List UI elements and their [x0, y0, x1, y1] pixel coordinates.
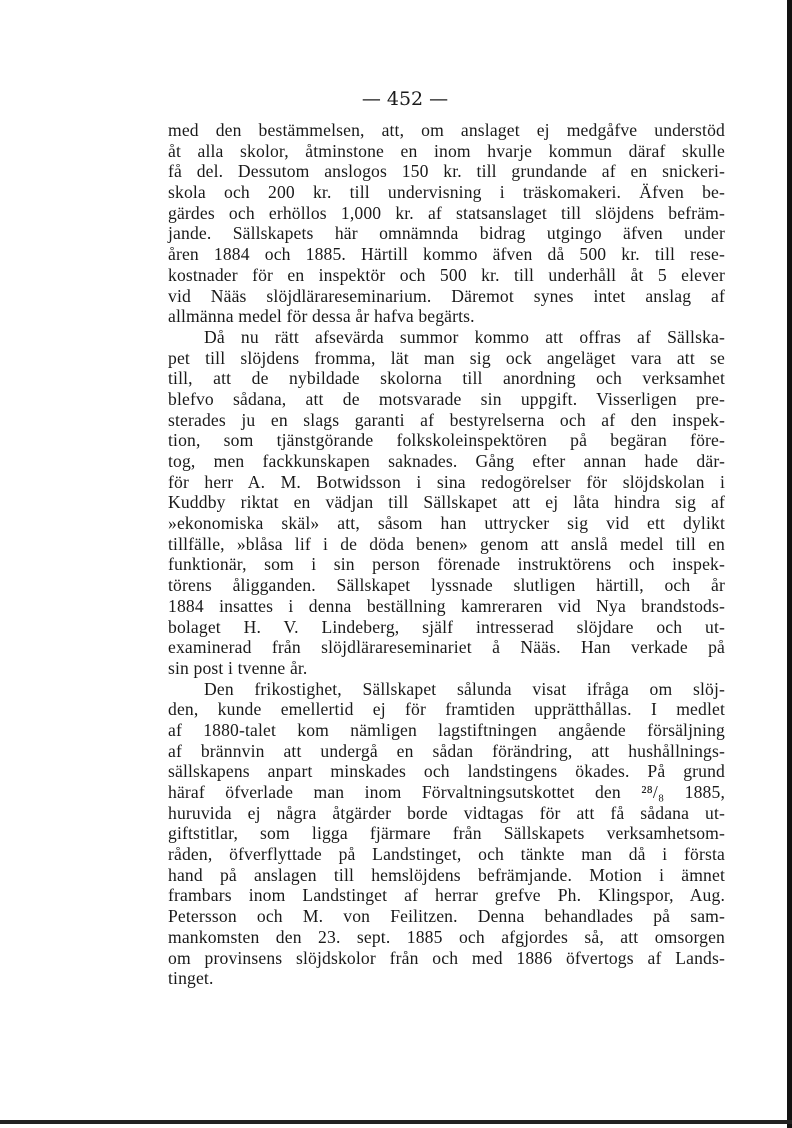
text-line: examinerad från slöjdlärareseminariet å Nääs. Han verkade på — [168, 637, 725, 658]
text-line: åt alla skolor, åtminstone en inom hvarje kommun däraf skulle — [168, 140, 725, 161]
text-line: 1884 insattes i denna beställning kamreraren vid Nya brandstods- — [168, 595, 725, 616]
text-line: sällskapens anpart minskades och landstingens ökades. På grund — [168, 761, 725, 782]
text-line: funktionär, som i sin person förenade instruktörens och inspek- — [168, 554, 725, 575]
text-line: tinget. — [168, 968, 214, 989]
text-line: bolaget H. V. Lindeberg, själf intresserad slöjdare och ut- — [168, 616, 725, 637]
scan-edge-bottom — [0, 1120, 792, 1124]
text-line: jande. Sällskapets här omnämnda bidrag utgingo äfven under — [168, 223, 725, 244]
paragraph — [168, 327, 725, 679]
text-line: häraf öfverlade man inom Förvaltningsutskottet den ²⁸/₈ 1885, — [168, 782, 725, 802]
text-line: af 1880-talet kom nämligen lagstiftningen angående försäljning — [168, 719, 725, 740]
text-line: blefvo sådana, att de motsvarade sin uppgift. Visserligen pre- — [168, 388, 725, 409]
text-line: skola och 200 kr. till undervisning i träskomakeri. Äfven be- — [168, 182, 725, 203]
text-line: den, kunde emellertid ej för framtiden upprätthållas. I medlet — [168, 699, 725, 720]
paragraph — [168, 679, 725, 989]
text-line: Då nu rätt afsevärda summor kommo att offras af Sällska- — [204, 326, 725, 347]
text-line: för herr A. M. Botwidsson i sina redogörelser för slöjdskolan i — [168, 471, 725, 492]
body-text — [168, 120, 725, 989]
text-line: vid Nääs slöjdlärareseminarium. Däremot synes intet anslag af — [168, 285, 725, 306]
text-line: mankomsten den 23. sept. 1885 och afgjordes så, att omsorgen — [168, 926, 725, 947]
text-line: törens åligganden. Sällskapet lyssnade slutligen härtill, och år — [168, 575, 725, 596]
page-number: — 452 — — [361, 88, 449, 110]
paragraph — [168, 120, 725, 327]
text-line: allmänna medel för dessa år hafva begärts. — [168, 306, 475, 327]
text-line: gärdes och erhöllos 1,000 kr. af statsanslaget till slöjdens befräm- — [168, 202, 725, 223]
text-line: sin post i tvenne år. — [168, 657, 308, 678]
text-line: hand på anslagen till hemslöjdens befrämjande. Motion i ämnet — [168, 864, 725, 885]
text-line: till, att de nybildade skolorna till anordning och verksamhet — [168, 368, 725, 389]
text-line: kostnader för en inspektör och 500 kr. till underhåll åt 5 elever — [168, 264, 725, 285]
text-line: åren 1884 och 1885. Härtill kommo äfven då 500 kr. till rese- — [168, 244, 725, 265]
text-line: tion, som tjänstgörande folkskoleinspektören på begäran före- — [168, 430, 725, 451]
text-line: tillfälle, »blåsa lif i de döda benen» genom att anslå medel till en — [168, 533, 725, 554]
text-line: pet till slöjdens fromma, lät man sig ock angeläget vara att se — [168, 347, 725, 368]
text-line: giftstitlar, som ligga fjärmare från Sällskapets verksamhetsom- — [168, 823, 725, 844]
text-line: huruvida ej några åtgärder borde vidtagas för att få sådana ut- — [168, 802, 725, 823]
text-line: af brännvin att undergå en sådan förändring, att hushållnings- — [168, 740, 725, 761]
text-line: sterades ju en slags garanti af bestyrelserna och af den inspek- — [168, 409, 725, 430]
text-line: Den frikostighet, Sällskapet sålunda visat ifråga om slöj- — [204, 678, 725, 699]
text-line: Petersson och M. von Feilitzen. Denna behandlades på sam- — [168, 906, 725, 927]
text-line: Kuddby riktat en vädjan till Sällskapet att ej låta hindra sig af — [168, 492, 725, 513]
text-line: råden, öfverflyttade på Landstinget, och tänkte man då i första — [168, 844, 725, 865]
scan-edge-right — [787, 0, 792, 1128]
text-line: med den bestämmelsen, att, om anslaget ej medgåfve understöd — [168, 120, 725, 140]
text-line: få del. Dessutom anslogos 150 kr. till grundande af en snickeri- — [168, 161, 725, 182]
text-line: tog, men fackkunskapen saknades. Gång efter annan hade där- — [168, 451, 725, 471]
text-line: om provinsens slöjdskolor från och med 1886 öfvertogs af Lands- — [168, 947, 725, 968]
text-line: frambars inom Landstinget af herrar grefve Ph. Klingspor, Aug. — [168, 885, 725, 906]
text-line: »ekonomiska skäl» att, såsom han uttrycker sig vid ett dylikt — [168, 513, 725, 534]
